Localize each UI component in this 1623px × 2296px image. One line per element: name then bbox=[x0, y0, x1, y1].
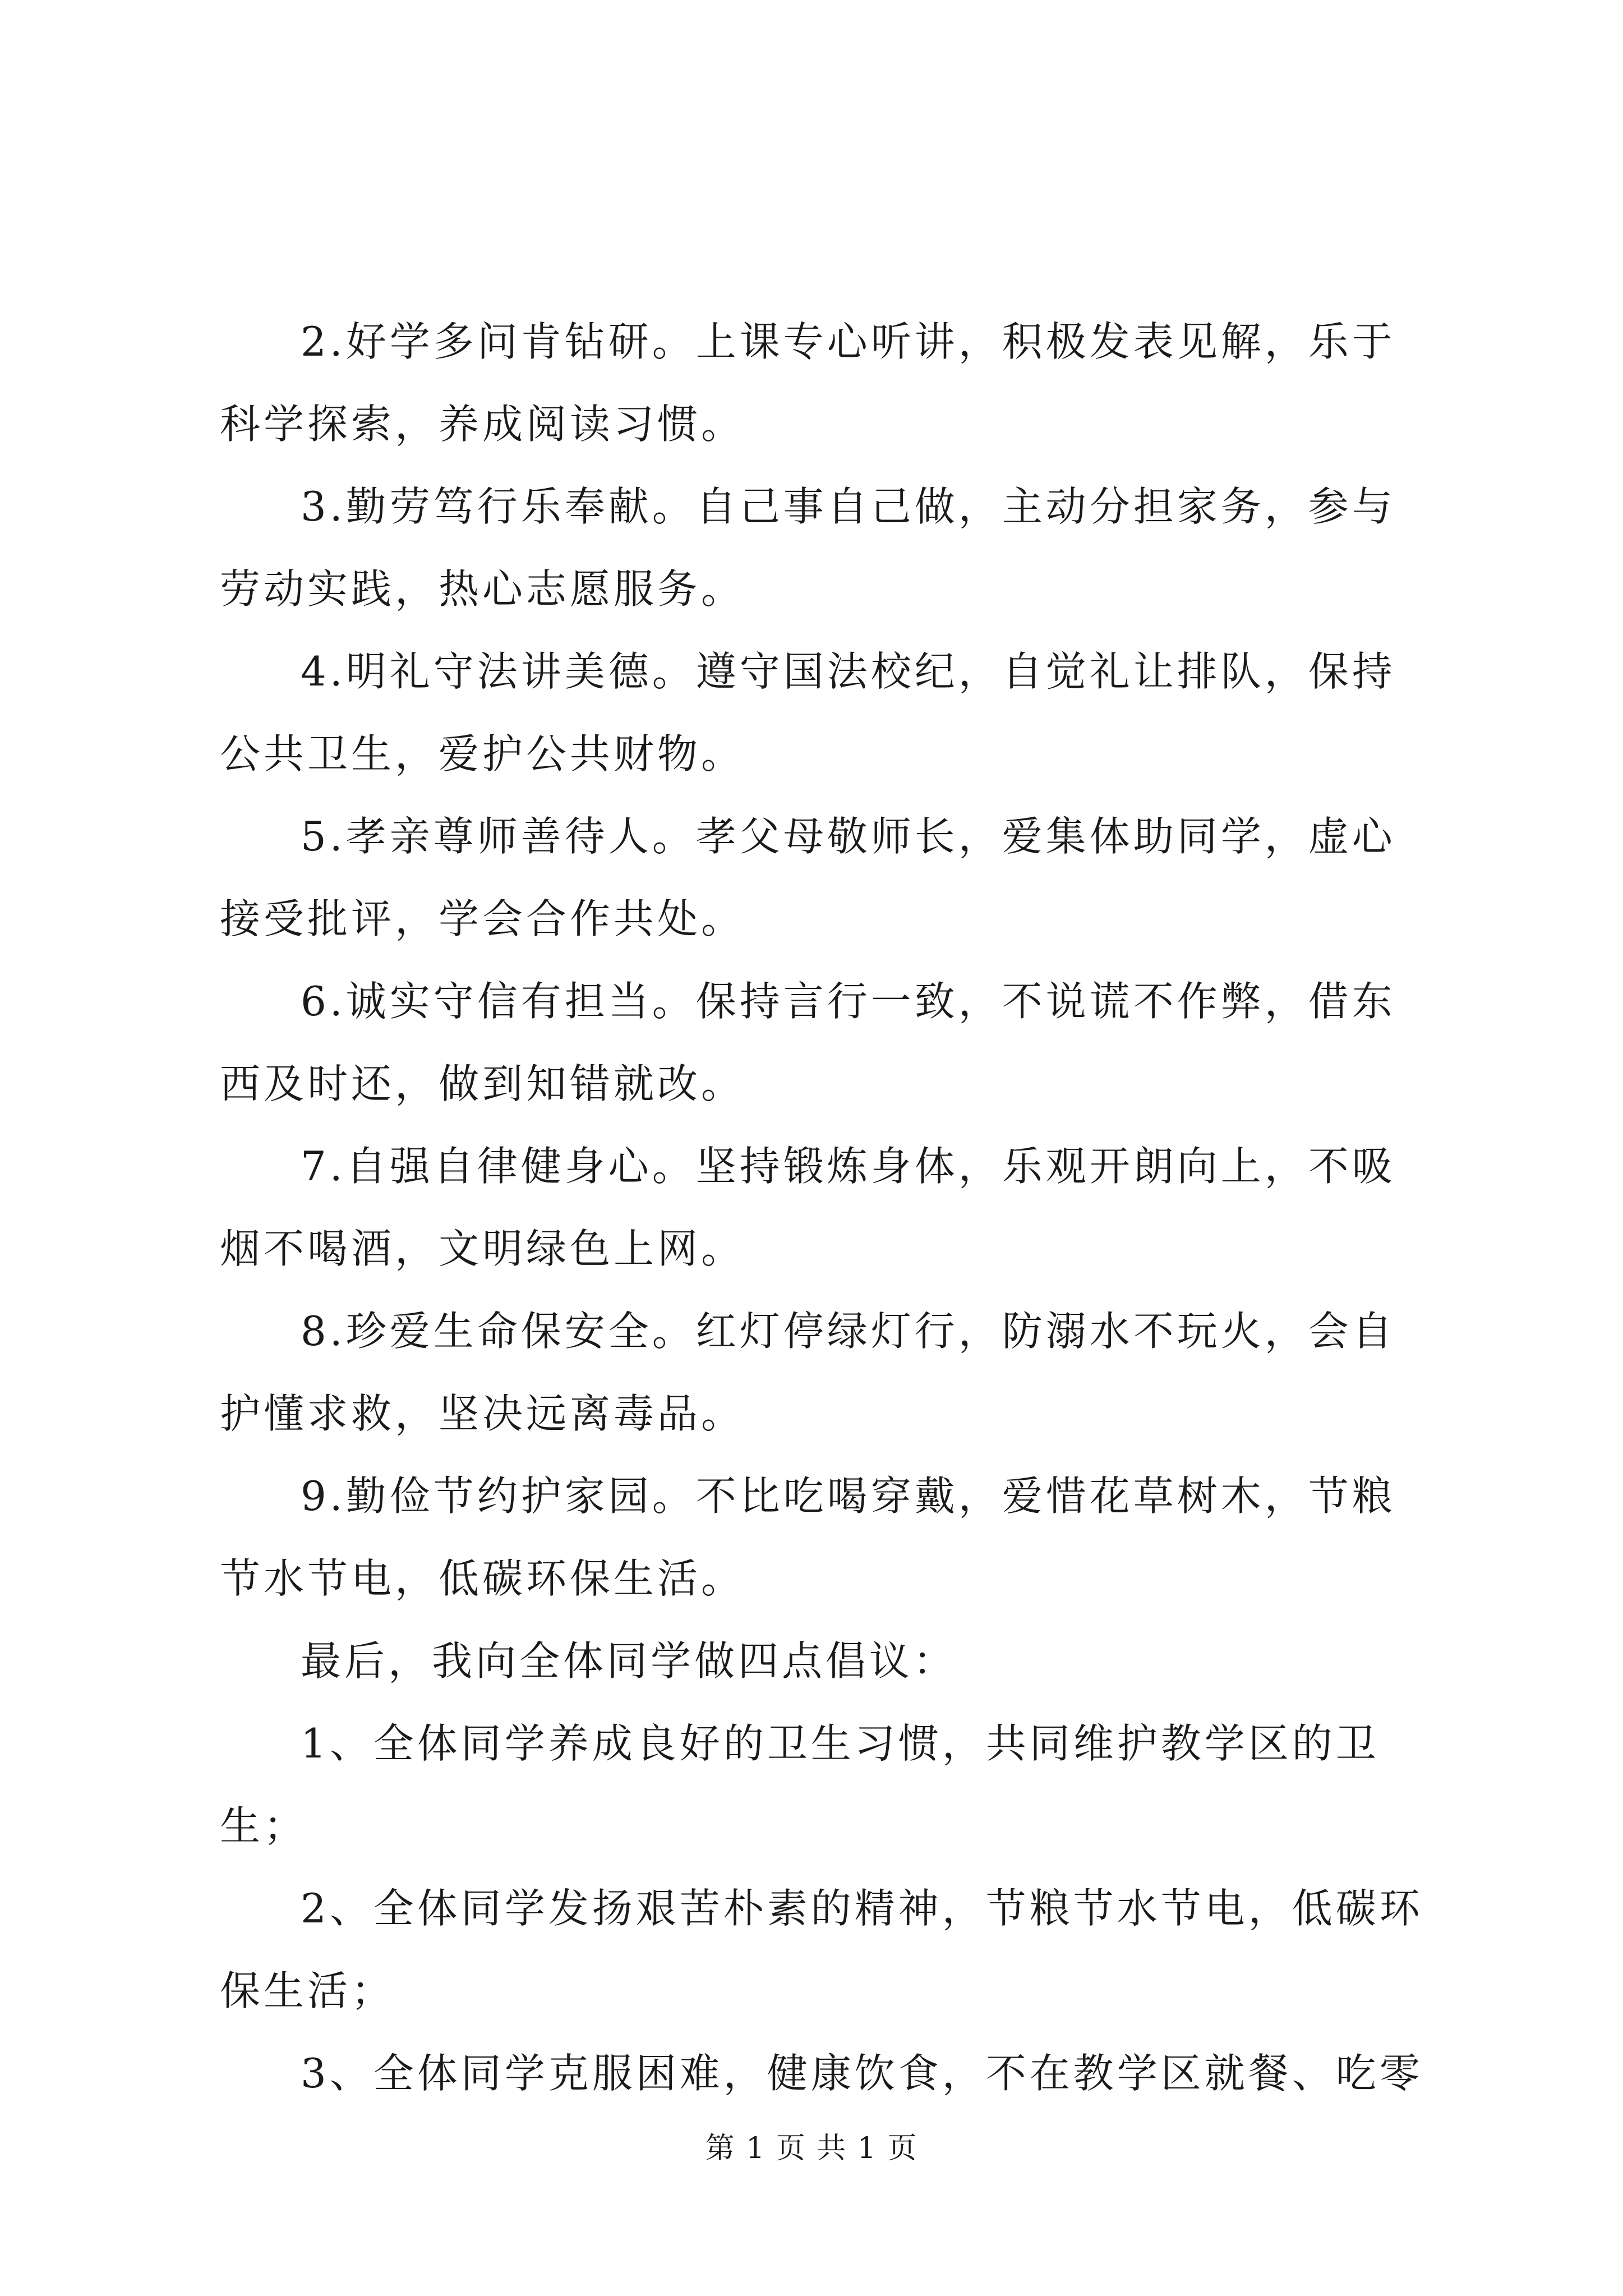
paragraph-item-9: 9.勤俭节约护家园。不比吃喝穿戴，爱惜花草树木，节粮节水节电，低碳环保生活。 bbox=[220, 1473, 1396, 1602]
paragraph-item-3: 3.勤劳笃行乐奉献。自己事自己做，主动分担家务，参与劳动实践，热心志愿服务。 bbox=[220, 483, 1396, 613]
proposal-item-1: 1、全体同学养成良好的卫生习惯，共同维护教学区的卫生； bbox=[220, 1720, 1380, 1849]
paragraph-item-7: 7.自强自律健身心。坚持锻炼身体，乐观开朗向上，不吸烟不喝酒，文明绿色上网。 bbox=[220, 1143, 1396, 1272]
paragraph-item-6: 6.诚实守信有担当。保持言行一致，不说谎不作弊，借东西及时还，做到知错就改。 bbox=[220, 978, 1396, 1107]
paragraph-item-5: 5.孝亲尊师善待人。孝父母敬师长，爱集体助同学，虚心接受批评，学会合作共处。 bbox=[220, 813, 1396, 942]
proposal-intro: 最后，我向全体同学做四点倡议： bbox=[301, 1637, 957, 1685]
proposal-item-3: 3、全体同学克服困难，健康饮食，不在教学区就餐、吃零 bbox=[301, 2050, 1423, 2097]
paragraph-item-8: 8.珍爱生命保安全。红灯停绿灯行，防溺水不玩火，会自护懂求救，坚决远离毒品。 bbox=[220, 1308, 1396, 1437]
page-footer: 第 1 页 共 1 页 bbox=[705, 2132, 918, 2165]
document-body bbox=[220, 301, 1431, 2115]
paragraph-item-4: 4.明礼守法讲美德。遵守国法校纪，自觉礼让排队，保持公共卫生，爱护公共财物。 bbox=[220, 648, 1396, 777]
paragraph-item-2: 2.好学多问肯钻研。上课专心听讲，积极发表见解，乐于科学探索，养成阅读习惯。 bbox=[220, 318, 1396, 448]
proposal-item-2: 2、全体同学发扬艰苦朴素的精神，节粮节水节电，低碳环保生活； bbox=[220, 1885, 1423, 2014]
